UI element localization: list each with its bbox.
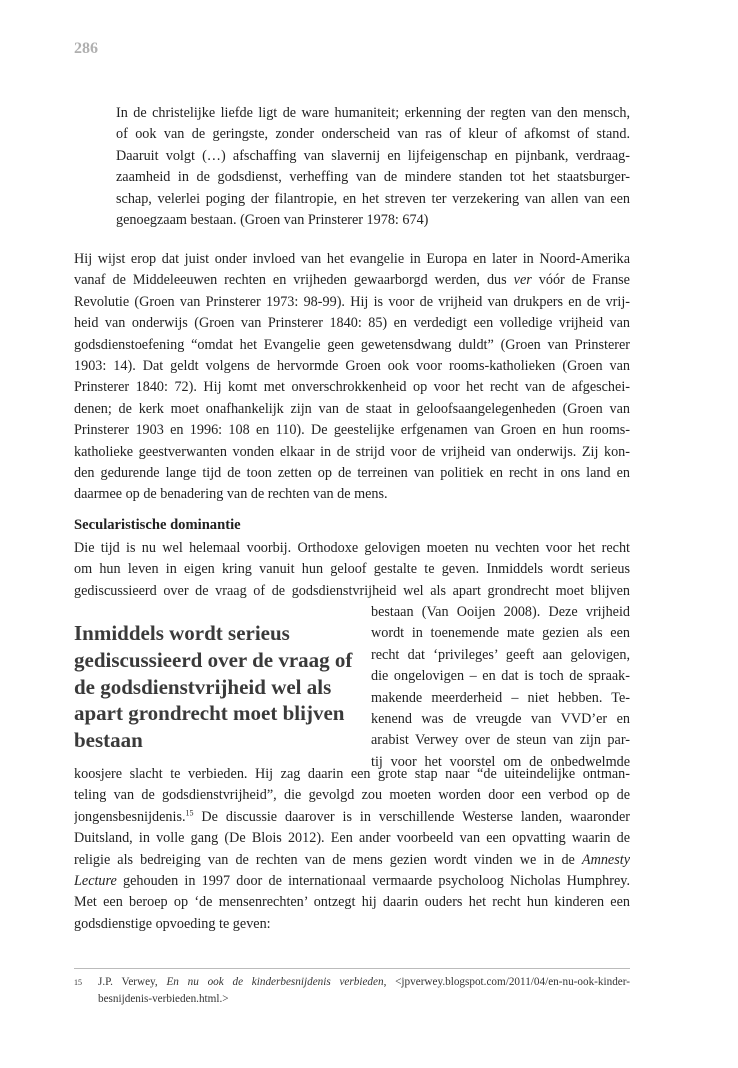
body2-line: religie als bedreiging van de rechten van de mens gezien wordt vinden we in de Amnesty [74, 851, 630, 868]
body2-right-line: makende meerderheid – niet hebben. Te- [371, 689, 630, 706]
body2-line: Die tijd is nu wel helemaal voorbij. Orthodoxe gelovigen moeten nu vechten voor het recht [74, 540, 630, 556]
body1-line: katholieke geestverwanten vonden elkaar in de strijd voor de vrijheid van onderwijs. Zij kon- [74, 443, 630, 460]
body2-line: Duitsland, in volle gang (De Blois 2012). Een ander voorbeeld van een opvatting waarin de [74, 830, 630, 847]
quote-line: genoegzaam bestaan. (Groen van Prinsterer 1978: 674) [116, 211, 429, 228]
quote-line: zaamheid in de godsdienst, verheffing van de mindere standen tot het staatsburger- [116, 169, 630, 186]
quote-line: of ook van de geringste, zonder onderscheid van ras of kleur of afkomst of stand. [116, 126, 630, 143]
body1-line: Revolutie (Groen van Prinsterer 1973: 98-99). Hij is voor de vrijheid van drukpers en de vrij- [74, 293, 630, 310]
page-number: 286 [74, 40, 98, 57]
body-paragraph-2-continued [74, 764, 630, 935]
body-paragraph-2-right-column [371, 602, 630, 773]
quote-line: In de christelijke liefde ligt de ware humaniteit; erkenning der regten van den mensch, [116, 105, 630, 121]
quote-line: Daaruit volgt (…) afschaffing van slavernij en lijfeigenschap en pijnbank, verdraag- [116, 147, 630, 164]
body2-right-line: recht dat ‘privileges’ geeft aan gelovigen, [371, 646, 630, 663]
body2-right-line: kenend was de vreugde van VVD’er en [371, 710, 630, 727]
pull-quote-line: Inmiddels wordt serieus [74, 621, 290, 645]
body2-right-line: arabist Verwey over de steun van zijn par- [371, 732, 630, 749]
body2-line: Met een beroep op ‘de mensenrechten’ ontzegt hij daarin ouders het recht hun kinderen een [74, 894, 630, 911]
body2-right-line: wordt in toenemende mate gezien als een [371, 625, 630, 642]
body1-line: den gedurende lange tijd de toon zetten op de terreinen van politiek en recht in ons land en [74, 464, 630, 481]
body-paragraph-1 [74, 249, 630, 506]
body2-line: Lecture gehouden in 1997 door de internationaal vermaarde psycholoog Nicholas Humphrey. [74, 872, 630, 889]
body1-line: Prinsterer 1840: 72). Hij komt met onverschrokkenheid op voor het recht van de afgeschei- [74, 379, 630, 396]
body2-line: godsdienstige opvoeding te geven: [74, 915, 271, 932]
body1-line: Prinsterer 1903 en 1996: 108 en 110). De geestelijke erfgenamen van Groen en hun rooms- [74, 422, 630, 439]
body2-line: gediscussieerd over de vraag of de godsdienstvrijheid wel als apart grondrecht moet blijven [74, 582, 630, 599]
body1-line: 1903: 14). Dat geldt volgens de hervormde Groen ook voor rooms-katholieken (Groen van [74, 357, 630, 374]
pull-quote-line: de godsdienstvrijheid wel als [74, 674, 332, 699]
pull-quote-line: bestaan [74, 728, 143, 753]
emphasis-ver: ver [513, 272, 532, 289]
section-heading: Secularistische dominantie [74, 517, 241, 533]
footnote-title: En nu ook de kinderbesnijdenis verbieden [166, 976, 384, 988]
pull-quote-line: apart grondrecht moet blijven [74, 701, 345, 726]
pull-quote-line: gediscussieerd over de vraag of [74, 647, 353, 672]
footnote-text [98, 974, 630, 1008]
footnote-link[interactable]: , <jpverwey.blogspot.com/2011/04/en-nu-ook-kinder- [383, 976, 630, 988]
emphasis-lecture: Lecture [74, 872, 117, 889]
body1-line: vanaf de Middeleeuwen rechten en vrijheden gewaarborgd werden, dus ver vóór de Franse [74, 272, 630, 289]
footnote-line[interactable]: besnijdenis-verbieden.html.> [98, 993, 229, 1005]
block-quote [116, 103, 630, 231]
pull-quote [74, 620, 366, 754]
footnote-number: 15 [74, 978, 82, 987]
body1-line: heid van onderwijs (Groen van Prinsterer 1840: 85) en verdedigt een volledige vrijheid van [74, 315, 630, 332]
emphasis-amnesty: Amnesty [581, 851, 630, 868]
body2-line: om hun leven in eigen kring vanuit hun geloof gestalte te geven. Inmiddels wordt serieus [74, 561, 630, 578]
body2-right-line: die ongelovigen – en dat is toch de spraak- [371, 668, 630, 685]
footnote-reference[interactable]: 15 [185, 808, 194, 818]
body-paragraph-2-top [74, 538, 630, 602]
body1-line: Hij wijst erop dat juist onder invloed van het evangelie in Europa en later in Noord-Amerika [74, 251, 630, 267]
body1-line: godsdienstoefening “omdat het Evangelie geen gewetensdwang duldt” (Groen van Prinsterer [74, 336, 630, 353]
body2-line: teling van de godsdienstvrijheid”, die gevolgd zou moeten worden door een verbod op de [74, 787, 630, 804]
body2-right-line: tij voor het voorstel om de onbedwelmde [371, 753, 630, 770]
body2-right-line: bestaan (Van Ooijen 2008). Deze vrijheid [371, 604, 630, 620]
footnote-divider [74, 968, 630, 969]
body2-line: jongensbesnijdenis.$^{15}$ De discussie daarover is in verschillende Westerse landen, waaronder [74, 808, 630, 825]
body1-line: denen; de kerk moet onafhankelijk zijn van de staat in geloofsaangelegenheden (Groen van [74, 400, 630, 417]
footnote-line: J.P. Verwey, En nu ook de kinderbesnijdenis verbieden, <jpverwey.blogspot.com/2011/04/en-nu-ook-kinder- [98, 976, 630, 988]
body1-line: daarmee op de benadering van de rechten van de mens. [74, 486, 388, 503]
quote-line: schap, velerlei poging der filantropie, en het streven ter verzekering van allen van een [116, 190, 630, 207]
body2-line: koosjere slacht te verbieden. Hij zag daarin een grote stap naar “de uiteindelijke ontman- [74, 766, 630, 782]
